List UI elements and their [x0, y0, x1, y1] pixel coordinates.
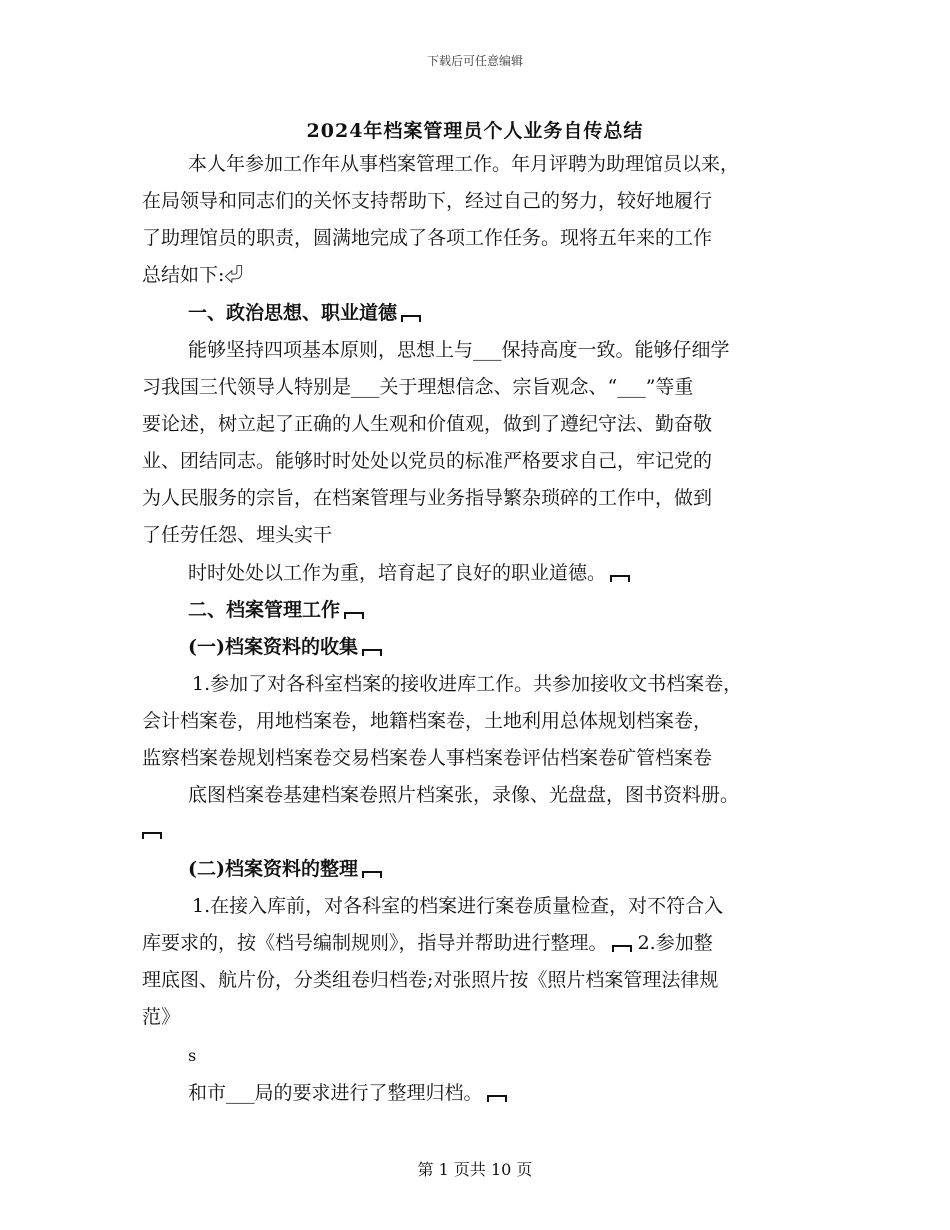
subsection-heading-text: (二)档案资料的整理 — [188, 858, 358, 880]
paragraph-line: 了任劳任怨、埋头实干 — [142, 524, 333, 546]
paragraph-line-with-mark — [188, 1081, 507, 1105]
paragraph-line: 了助理馆员的职责，圆满地完成了各项工作任务。现将五年来的工作 — [142, 227, 713, 249]
stray-character: s — [188, 1046, 197, 1065]
paragraph-mark-icon — [362, 871, 382, 878]
subsection-heading-1 — [188, 635, 382, 659]
subsection-heading-text: (一)档案资料的收集 — [188, 636, 358, 658]
paragraph-line: 1.参加了对各科室档案的接收进库工作。共参加接收文书档案卷， — [192, 673, 743, 695]
paragraph-line: 理底图、航片份，分类组卷归档卷;对张照片按《照片档案管理法律规 — [142, 969, 719, 991]
paragraph-line: 能够坚持四项基本原则，思想上与___保持高度一致。能够仔细学 — [188, 339, 730, 361]
paragraph-text: 2.参加整 — [637, 932, 713, 954]
paragraph-mark-icon — [362, 649, 382, 656]
paragraph-line-with-mark — [142, 931, 713, 955]
section-heading-text: 一、政治思想、职业道德 — [188, 302, 398, 324]
paragraph-mark-icon — [610, 575, 630, 582]
paragraph-mark-icon — [401, 315, 421, 322]
paragraph-line: 监察档案卷规划档案卷交易档案卷人事档案卷评估档案卷矿管档案卷 — [142, 747, 713, 769]
paragraph-mark-icon — [142, 832, 162, 839]
paragraph-line: 业、团结同志。能够时时处处以党员的标准严格要求自己，牢记党的 — [142, 450, 713, 472]
paragraph-line: 总结如下:⏎ — [142, 264, 244, 286]
paragraph-line: 底图档案卷基建档案卷照片档案张，录像、光盘盘，图书资料册。 — [188, 784, 740, 806]
paragraph-line: 在局领导和同志们的关怀支持帮助下，经过自己的努力，较好地履行 — [142, 190, 713, 212]
paragraph-text: 时时处处以工作为重，培育起了良好的职业道德。 — [188, 562, 607, 584]
paragraph-line: 要论述，树立起了正确的人生观和价值观，做到了遵纪守法、勤奋敬 — [142, 413, 713, 435]
paragraph-mark-icon — [612, 945, 632, 952]
paragraph-mark-icon — [487, 1095, 507, 1102]
section-heading-2 — [188, 598, 364, 622]
paragraph-line: 范》 — [142, 1006, 181, 1028]
page-header-note: 下载后可任意编辑 — [426, 54, 523, 68]
section-heading-1 — [188, 301, 421, 325]
page-footer: 第 1 页共 10 页 — [417, 1160, 533, 1179]
paragraph-line: 习我国三代领导人特别是___关于理想信念、宗旨观念、“___”等重 — [142, 376, 694, 398]
paragraph-line-with-mark — [188, 561, 630, 585]
document-title: 2024年档案管理员个人业务自传总结 — [306, 120, 644, 142]
section-heading-text: 二、档案管理工作 — [188, 599, 341, 621]
paragraph-text: 和市___局的要求进行了整理归档。 — [188, 1082, 483, 1104]
paragraph-text: 库要求的，按《档号编制规则》，指导并帮助进行整理。 — [142, 932, 608, 954]
subsection-heading-2 — [188, 857, 382, 881]
paragraph-line: 为人民服务的宗旨，在档案管理与业务指导繁杂琐碎的工作中，做到 — [142, 487, 713, 509]
paragraph-line: 会计档案卷，用地档案卷，地籍档案卷，土地利用总体规划档案卷， — [142, 710, 713, 732]
paragraph-line: 本人年参加工作年从事档案管理工作。年月评聘为助理馆员以来， — [188, 153, 740, 175]
paragraph-line: 1.在接入库前，对各科室的档案进行案卷质量检查，对不符合入 — [192, 895, 724, 917]
paragraph-mark-icon — [344, 612, 364, 619]
